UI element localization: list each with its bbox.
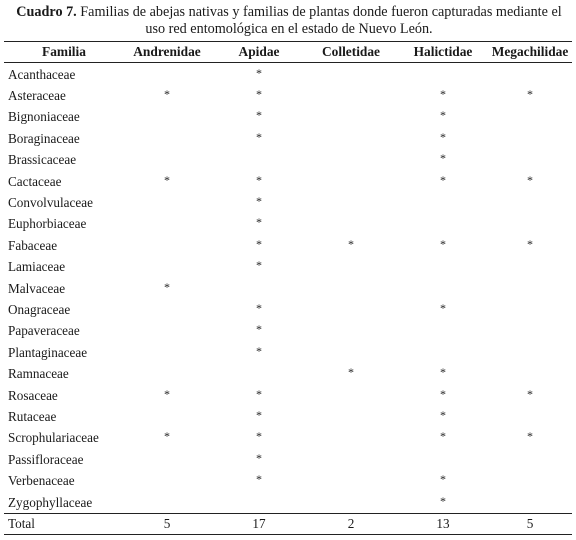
presence-cell (488, 107, 572, 128)
presence-mark: * (256, 172, 262, 187)
table-row (4, 171, 572, 192)
presence-cell (304, 470, 398, 491)
header-colletidae: Colletidae (304, 42, 398, 63)
family-name-cell: Ramnaceae (8, 366, 69, 382)
presence-cell (398, 128, 488, 149)
presence-cell (120, 385, 214, 406)
presence-cell (398, 85, 488, 106)
presence-cell (398, 449, 488, 470)
family-name-cell: Zygophyllaceae (8, 494, 93, 510)
total-colletidae: 2 (304, 514, 398, 535)
presence-mark: * (440, 108, 446, 123)
presence-cell (488, 235, 572, 256)
family-name-cell: Passifloraceae (8, 451, 84, 467)
table-row (4, 406, 572, 427)
presence-cell (304, 385, 398, 406)
table-row (4, 107, 572, 128)
presence-mark: * (440, 493, 446, 508)
table-row (4, 363, 572, 384)
presence-mark: * (527, 87, 533, 102)
presence-cell (488, 150, 572, 171)
table-row (4, 470, 572, 491)
table-row (4, 321, 572, 342)
family-name-cell: Fabaceae (8, 237, 58, 253)
presence-cell (120, 150, 214, 171)
header-andrenidae: Andrenidae (120, 42, 214, 63)
presence-mark: * (440, 472, 446, 487)
presence-cell (214, 107, 304, 128)
presence-mark: * (256, 65, 262, 80)
presence-cell (214, 321, 304, 342)
presence-cell (398, 107, 488, 128)
presence-cell (488, 85, 572, 106)
presence-mark: * (440, 172, 446, 187)
presence-mark: * (256, 386, 262, 401)
presence-cell (488, 342, 572, 363)
table-caption (6, 4, 572, 38)
presence-cell (120, 278, 214, 299)
presence-cell (398, 406, 488, 427)
presence-cell (488, 63, 572, 86)
table-row (4, 299, 572, 320)
presence-cell (488, 257, 572, 278)
family-name-cell: Malvaceae (8, 280, 66, 296)
presence-cell (488, 278, 572, 299)
presence-cell (488, 449, 572, 470)
presence-cell (120, 214, 214, 235)
presence-cell (398, 385, 488, 406)
presence-cell (304, 342, 398, 363)
total-label: Total (4, 514, 120, 535)
presence-cell (398, 321, 488, 342)
presence-cell (120, 449, 214, 470)
total-row (4, 514, 572, 535)
presence-mark: * (440, 151, 446, 166)
table-body (4, 63, 572, 535)
presence-cell (488, 406, 572, 427)
presence-cell (488, 385, 572, 406)
family-name-cell: Verbenaceae (8, 473, 75, 489)
total-apidae: 17 (214, 514, 304, 535)
presence-mark: * (164, 87, 170, 102)
presence-cell (120, 428, 214, 449)
presence-cell (488, 214, 572, 235)
table-row (4, 342, 572, 363)
presence-cell (304, 107, 398, 128)
presence-cell (488, 128, 572, 149)
table-row (4, 150, 572, 171)
presence-cell (304, 128, 398, 149)
presence-cell (398, 214, 488, 235)
presence-cell (398, 342, 488, 363)
table-row (4, 192, 572, 213)
table-row (4, 257, 572, 278)
family-name-cell: Plantaginaceae (8, 344, 88, 360)
family-name-cell: Scrophulariaceae (8, 430, 99, 446)
presence-mark: * (256, 258, 262, 273)
family-name-cell: Cactaceae (8, 173, 62, 189)
presence-mark: * (256, 108, 262, 123)
presence-mark: * (164, 172, 170, 187)
family-name-cell: Convolvulaceae (8, 195, 93, 211)
presence-cell (488, 299, 572, 320)
presence-cell (304, 492, 398, 514)
total-halictidae: 13 (398, 514, 488, 535)
presence-mark: * (348, 236, 354, 251)
table-row (4, 278, 572, 299)
presence-cell (214, 235, 304, 256)
presence-cell (214, 85, 304, 106)
presence-cell (214, 406, 304, 427)
presence-cell (214, 428, 304, 449)
presence-cell (214, 278, 304, 299)
presence-cell (398, 299, 488, 320)
header-megachilidae: Megachilidae (488, 42, 572, 63)
presence-mark: * (440, 129, 446, 144)
presence-mark: * (164, 386, 170, 401)
presence-cell (214, 192, 304, 213)
table-row (4, 385, 572, 406)
presence-cell (304, 299, 398, 320)
presence-cell (488, 171, 572, 192)
caption-text: Familias de abejas nativas y familias de plantas donde fueron capturadas mediante el uso red entomológica en el estado de Nuevo León. (80, 4, 562, 37)
presence-mark: * (256, 236, 262, 251)
presence-cell (398, 192, 488, 213)
presence-cell (304, 406, 398, 427)
header-apidae: Apidae (214, 42, 304, 63)
presence-mark: * (164, 279, 170, 294)
presence-cell (214, 492, 304, 514)
presence-cell (214, 128, 304, 149)
presence-cell (304, 235, 398, 256)
presence-mark: * (440, 386, 446, 401)
presence-cell (214, 214, 304, 235)
presence-cell (304, 278, 398, 299)
presence-cell (120, 342, 214, 363)
presence-cell (214, 63, 304, 86)
presence-mark: * (527, 429, 533, 444)
presence-cell (398, 470, 488, 491)
presence-cell (488, 321, 572, 342)
presence-mark: * (348, 365, 354, 380)
presence-cell (120, 363, 214, 384)
presence-mark: * (256, 322, 262, 337)
presence-cell (120, 128, 214, 149)
presence-cell (488, 192, 572, 213)
presence-mark: * (256, 429, 262, 444)
header-halictidae: Halictidae (398, 42, 488, 63)
presence-cell (398, 278, 488, 299)
presence-cell (120, 192, 214, 213)
presence-mark: * (256, 472, 262, 487)
presence-cell (120, 63, 214, 86)
presence-cell (120, 299, 214, 320)
bee-plant-table (4, 41, 572, 535)
presence-cell (488, 363, 572, 384)
family-name-cell: Asteraceae (8, 88, 66, 104)
presence-cell (214, 363, 304, 384)
table-row (4, 492, 572, 514)
header-familia: Familia (4, 42, 120, 63)
presence-cell (398, 492, 488, 514)
presence-cell (398, 363, 488, 384)
presence-mark: * (527, 172, 533, 187)
presence-cell (488, 470, 572, 491)
presence-mark: * (256, 215, 262, 230)
presence-cell (304, 449, 398, 470)
presence-mark: * (440, 300, 446, 315)
presence-cell (214, 449, 304, 470)
presence-cell (398, 171, 488, 192)
presence-mark: * (256, 300, 262, 315)
presence-mark: * (256, 129, 262, 144)
presence-cell (120, 492, 214, 514)
presence-cell (120, 85, 214, 106)
table-row (4, 85, 572, 106)
presence-cell (120, 470, 214, 491)
presence-mark: * (256, 87, 262, 102)
presence-cell (214, 257, 304, 278)
presence-mark: * (527, 386, 533, 401)
presence-cell (488, 492, 572, 514)
presence-cell (214, 385, 304, 406)
table-row (4, 428, 572, 449)
family-name-cell: Bignoniaceae (8, 109, 80, 125)
presence-mark: * (527, 236, 533, 251)
presence-cell (120, 171, 214, 192)
presence-mark: * (440, 407, 446, 422)
presence-cell (398, 235, 488, 256)
presence-cell (304, 150, 398, 171)
presence-mark: * (256, 450, 262, 465)
table-row (4, 449, 572, 470)
family-name-cell: Euphorbiaceae (8, 216, 87, 232)
presence-cell (214, 171, 304, 192)
presence-cell (398, 428, 488, 449)
presence-cell (304, 363, 398, 384)
presence-cell (488, 428, 572, 449)
presence-cell (214, 342, 304, 363)
presence-cell (120, 406, 214, 427)
presence-cell (120, 321, 214, 342)
presence-mark: * (440, 365, 446, 380)
presence-cell (214, 470, 304, 491)
presence-cell (398, 257, 488, 278)
table-row (4, 235, 572, 256)
presence-cell (304, 171, 398, 192)
family-name-cell: Rutaceae (8, 408, 57, 424)
presence-mark: * (440, 87, 446, 102)
presence-cell (214, 299, 304, 320)
presence-cell (304, 428, 398, 449)
table-row (4, 128, 572, 149)
presence-cell (304, 214, 398, 235)
presence-cell (120, 107, 214, 128)
family-name-cell: Lamiaceae (8, 259, 66, 275)
presence-mark: * (256, 407, 262, 422)
presence-cell (120, 235, 214, 256)
presence-cell (304, 85, 398, 106)
presence-cell (304, 63, 398, 86)
presence-mark: * (256, 194, 262, 209)
total-megachilidae: 5 (488, 514, 572, 535)
presence-cell (304, 321, 398, 342)
presence-mark: * (256, 343, 262, 358)
presence-cell (398, 150, 488, 171)
family-name-cell: Boraginaceae (8, 130, 80, 146)
family-name-cell: Brassicaceae (8, 152, 77, 168)
presence-cell (120, 257, 214, 278)
total-andrenidae: 5 (120, 514, 214, 535)
caption-label: Cuadro 7. (16, 4, 77, 20)
family-name-cell: Onagraceae (8, 301, 71, 317)
presence-mark: * (440, 429, 446, 444)
table-row (4, 63, 572, 86)
presence-cell (304, 257, 398, 278)
table-row (4, 214, 572, 235)
presence-cell (398, 63, 488, 86)
presence-mark: * (164, 429, 170, 444)
presence-cell (304, 192, 398, 213)
presence-mark: * (440, 236, 446, 251)
family-name-cell: Rosaceae (8, 387, 58, 403)
family-name-cell: Acanthaceae (8, 66, 76, 82)
family-name-cell: Papaveraceae (8, 323, 80, 339)
header-row (4, 42, 572, 63)
presence-cell (214, 150, 304, 171)
